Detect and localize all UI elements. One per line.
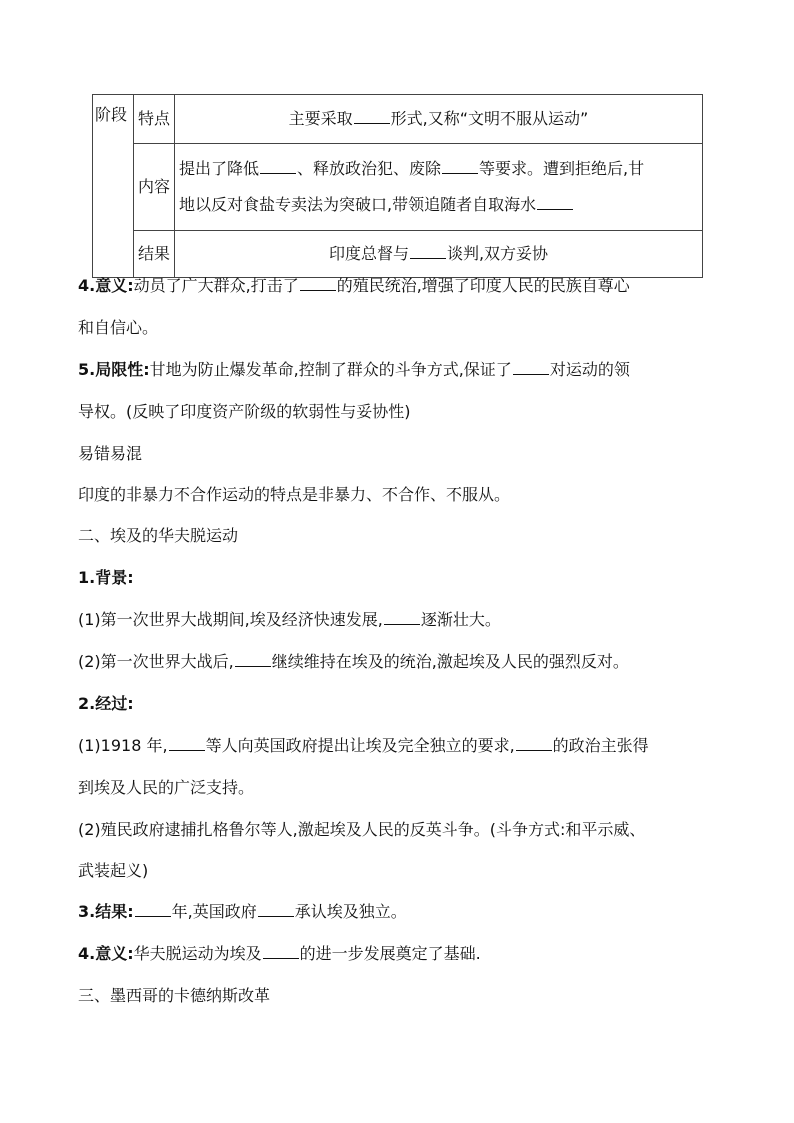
egypt-process-item1: (1)1918 年, 等人向英国政府提出让埃及完全独立的要求, 的政治主张得 — [78, 736, 649, 755]
fill-blank[interactable] — [258, 902, 294, 917]
egypt-background-item1: (1)第一次世界大战期间,埃及经济快速发展, 逐渐壮大。 — [78, 610, 501, 629]
egypt-process-item2-line2: 武装起义) — [78, 861, 149, 880]
result-content: 印度总督与 谈判,双方妥协 — [175, 231, 703, 278]
india-significance-line1: 4.意义:动员了广大群众,打击了 的殖民统治,增强了印度人民的民族自尊心 — [78, 276, 630, 295]
fill-blank[interactable] — [300, 276, 336, 291]
fill-blank[interactable] — [384, 610, 420, 625]
india-limitation-line1: 5.局限性:甘地为防止爆发革命,控制了群众的斗争方式,保证了 对运动的领 — [78, 360, 630, 379]
egypt-process-item1-line2: 到埃及人民的广泛支持。 — [78, 778, 255, 797]
egypt-background-label: 1.背景: — [78, 568, 134, 587]
movement-stage-table — [92, 94, 703, 278]
fill-blank[interactable] — [169, 736, 205, 751]
fill-blank[interactable] — [410, 244, 446, 259]
confusion-title: 易错易混 — [78, 444, 143, 463]
features-content: 主要采取 形式,又称“文明不服从运动” — [175, 95, 703, 144]
egypt-process-item2-line1: (2)殖民政府逮捕扎格鲁尔等人,激起埃及人民的反英斗争。(斗争方式:和平示威、 — [78, 820, 646, 839]
egypt-background-item2: (2)第一次世界大战后, 继续维持在埃及的统治,激起埃及人民的强烈反对。 — [78, 652, 629, 671]
features-label: 特点 — [137, 109, 170, 128]
fill-blank[interactable] — [135, 902, 171, 917]
fill-blank[interactable] — [537, 195, 573, 210]
features-label-cell — [134, 95, 175, 144]
india-significance-line2: 和自信心。 — [78, 318, 159, 337]
stage-label: 阶段 — [95, 105, 128, 124]
result-label-cell — [134, 231, 175, 278]
fill-blank[interactable] — [354, 109, 390, 124]
content-line-1: 提出了降低 、释放政治犯、废除 等要求。遭到拒绝后,甘 — [179, 159, 645, 178]
content-line-2: 地以反对食盐专卖法为突破口,带领追随者自取海水 — [179, 191, 698, 219]
egypt-heading: 二、埃及的华夫脱运动 — [78, 526, 239, 545]
fill-blank[interactable] — [442, 159, 478, 174]
stage-label-cell — [93, 95, 134, 278]
india-limitation-line2: 导权。(反映了印度资产阶级的软弱性与妥协性) — [78, 402, 411, 421]
confusion-text: 印度的非暴力不合作运动的特点是非暴力、不合作、不服从。 — [78, 485, 511, 504]
content-content — [175, 144, 703, 231]
fill-blank[interactable] — [516, 736, 552, 751]
egypt-result: 3.结果: 年,英国政府 承认埃及独立。 — [78, 902, 407, 921]
fill-blank[interactable] — [263, 944, 299, 959]
content-label-cell — [134, 144, 175, 231]
egypt-process-label: 2.经过: — [78, 694, 134, 713]
result-label: 结果 — [137, 244, 170, 263]
fill-blank[interactable] — [235, 652, 271, 667]
fill-blank[interactable] — [260, 159, 296, 174]
fill-blank[interactable] — [513, 360, 549, 375]
egypt-significance: 4.意义:华夫脱运动为埃及 的进一步发展奠定了基础. — [78, 944, 481, 963]
content-label: 内容 — [137, 177, 170, 196]
mexico-heading: 三、墨西哥的卡德纳斯改革 — [78, 986, 271, 1005]
